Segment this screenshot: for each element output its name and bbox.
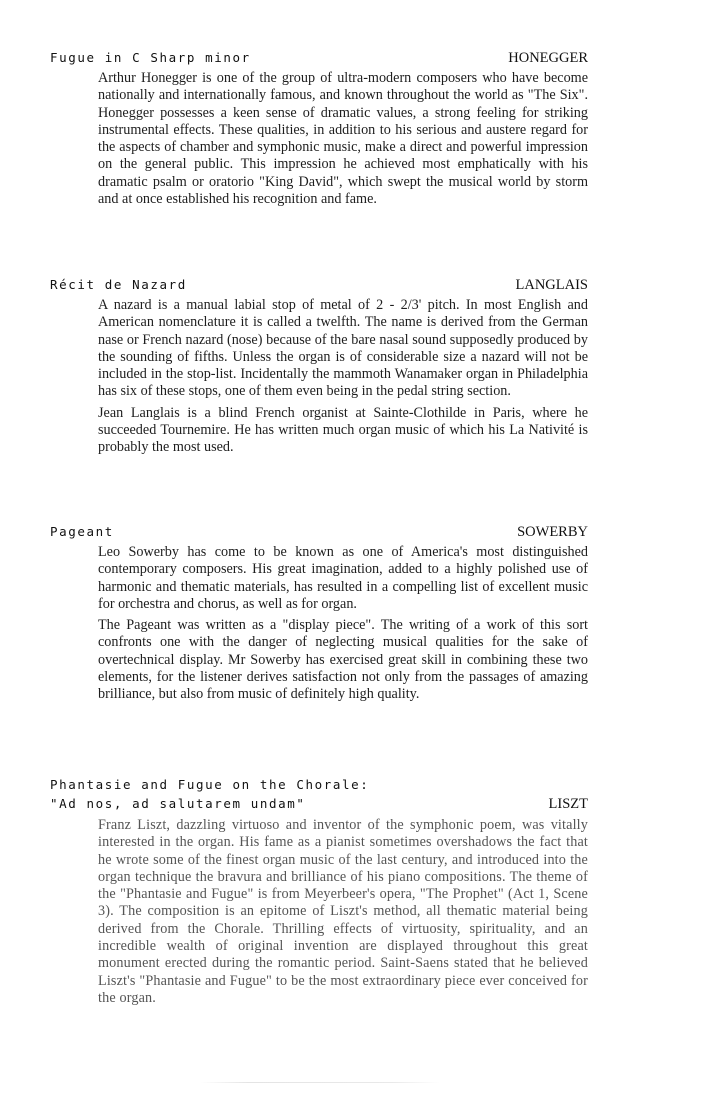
- description-paragraph: Jean Langlais is a blind French organist at Sainte-Clothilde in Paris, where he succeeded Tournemire. He has written much organ music of which his La Nativité is probably the most used.: [98, 404, 588, 456]
- program-entry-sowerby: [50, 524, 588, 708]
- description-paragraph: Leo Sowerby has come to be known as one of America's most distinguished contemporary composers. His great imagination, added to a highly polished use of harmonic and thematic materials, has resulted in a compelling list of excellent music for orchestra and chorus, as well as for organ.: [98, 544, 588, 612]
- entry-heading: [50, 777, 588, 815]
- program-entry-langlais: [50, 277, 588, 461]
- description-paragraph: A nazard is a manual labial stop of metal of 2 - 2/3' pitch. In most English and American nomenclature it is called a twelfth. The name is derived from the German nase or French nazard (nose) because of the bare nasal sound supposedly produced by the sounding of fifths. Unless the organ is of considerable size a nazard will not be included in the stop-list. Incidentally the mammoth Wanamaker organ in Philadelphia has six of these stops, one of them even being in the pedal string section.: [98, 297, 588, 400]
- faint-footer-mark: [200, 1082, 440, 1083]
- entry-heading: [50, 277, 588, 295]
- entry-description: [98, 70, 588, 208]
- description-paragraph: Franz Liszt, dazzling virtuoso and inventor of the symphonic poem, was vitally interested in the organ. His fame as a pianist sometimes overshadows the fact that he wrote some of the finest organ music of the last century, and introduced into the organ technique the bravura and brilliance of his piano compositions. The theme of the "Phantasie and Fugue" is from Meyerbeer's opera, "The Prophet" (Act 1, Scene 3). The composition is an epitome of Liszt's method, all thematic material being derived from the Chorale. Thrilling effects of virtuosity, spirituality, and an incredible wealth of original invention are displayed throughout this great monument erected during the romantic period. Saint-Saens stated that he believed Liszt's "Phantasie and Fugue" to be the most extraordinary piece ever conceived for the organ.: [98, 817, 588, 1006]
- entry-heading: [50, 524, 588, 542]
- piece-title: Phantasie and Fugue on the Chorale:: [50, 777, 370, 792]
- piece-title: Fugue in C Sharp minor: [50, 50, 251, 65]
- entry-description: [98, 817, 588, 1007]
- program-entry-honegger: [50, 50, 588, 212]
- program-entry-liszt: [50, 777, 588, 1011]
- piece-title: Pageant: [50, 524, 114, 539]
- entry-description: [98, 297, 588, 457]
- piece-subtitle: "Ad nos, ad salutarem undam": [50, 796, 306, 811]
- description-paragraph: Arthur Honegger is one of the group of ultra-modern composers who have become nationally and internationally famous, and known throughout the world as "The Six". Honegger possesses a keen sense of dramatic values, a strong feeling for striking instrumental effects. These qualities, in addition to his serious and austere regard for the aspects of chamber and symphonic music, make a direct and powerful impression on the general public. This impression he achieved most emphatically with his dramatic psalm or oratorio "King David", which swept the musical world by storm and at once established his recognition and fame.: [98, 70, 588, 208]
- composer-name: LISZT: [548, 796, 588, 812]
- composer-name: SOWERBY: [517, 524, 588, 540]
- entry-heading: [50, 50, 588, 68]
- composer-name: LANGLAIS: [515, 277, 588, 293]
- entry-description: [98, 544, 588, 704]
- composer-name: HONEGGER: [508, 50, 588, 66]
- description-paragraph: The Pageant was written as a "display piece". The writing of a work of this sort confronts one with the danger of neglecting musical qualities for the sake of overtechnical display. Mr Sowerby has exercised great skill in combining these two elements, for the listener derives satisfaction not only from the passages of amazing brilliance, but also from music of definitely high quality.: [98, 617, 588, 703]
- piece-title: Récit de Nazard: [50, 277, 187, 292]
